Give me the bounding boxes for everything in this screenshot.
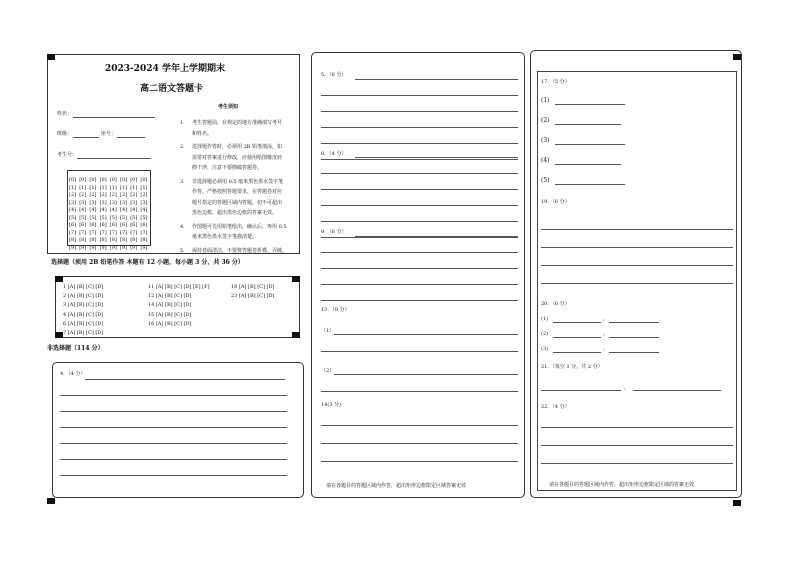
q22-label: 22．（4 分） [541, 404, 570, 410]
omr-bubble[interactable]: [1] [120, 184, 128, 191]
omr-bubble[interactable]: [2] [120, 192, 128, 198]
omr-bubble[interactable]: [7] [120, 229, 128, 236]
note-text: 选择题作答时，必须用 2B 铅笔填涂，如 [192, 144, 283, 150]
omr-bubble[interactable]: [3] [89, 199, 97, 206]
registration-mark [733, 54, 741, 60]
omr-bubble[interactable]: [6] [140, 222, 148, 228]
answer-line[interactable] [334, 374, 518, 375]
middle-panel [311, 52, 525, 498]
answer-line[interactable] [541, 247, 733, 248]
omr-bubble[interactable]: [5] [109, 214, 117, 221]
q20-comma: ， [603, 346, 609, 352]
answer-line[interactable] [60, 395, 287, 396]
choice-row[interactable]: 3 [A] [B] [C] [D] [63, 302, 104, 309]
answer-line[interactable] [355, 157, 518, 158]
answer-line[interactable] [541, 463, 733, 464]
answer-line[interactable] [60, 459, 287, 460]
omr-bubble[interactable]: [5] [79, 214, 87, 221]
answer-line[interactable] [553, 352, 601, 353]
omr-bubble[interactable]: [4] [109, 207, 117, 213]
answer-line[interactable] [355, 236, 518, 237]
omr-bubble[interactable]: [2] [89, 192, 97, 198]
q17-item-label: (5) [541, 177, 550, 184]
registration-mark [292, 276, 300, 282]
answer-line[interactable] [553, 337, 601, 338]
note-number: 5. [180, 247, 185, 254]
omr-bubble[interactable]: [1] [79, 184, 87, 191]
class-label: 班级： [57, 131, 73, 137]
notes-title: 考生须知 [218, 104, 239, 110]
omr-bubble[interactable]: [4] [89, 207, 97, 213]
omr-bubble[interactable]: [4] [69, 207, 77, 213]
omr-column[interactable] [69, 177, 76, 252]
answer-line[interactable] [321, 284, 518, 285]
omr-bubble[interactable]: [9] [120, 244, 128, 251]
name-field[interactable] [73, 117, 155, 118]
omr-bubble[interactable]: [9] [79, 244, 87, 251]
answer-line[interactable] [555, 164, 621, 165]
answer-line[interactable] [321, 237, 518, 238]
note-text: 保持卷面清洁，不要将答题卷折叠，弄破。 [192, 247, 288, 254]
omr-bubble[interactable]: [5] [130, 214, 138, 221]
omr-bubble[interactable]: [3] [79, 199, 87, 206]
answer-line[interactable] [541, 445, 733, 446]
answer-line[interactable] [321, 111, 518, 112]
omr-bubble[interactable]: [7] [69, 229, 77, 236]
answer-line[interactable] [555, 144, 625, 145]
q17-item-label: (2) [541, 117, 550, 124]
omr-bubble[interactable]: [2] [79, 192, 87, 198]
answer-line[interactable] [321, 443, 518, 444]
omr-bubble[interactable]: [1] [109, 184, 117, 191]
q20-item-label: (3) [541, 346, 549, 352]
omr-bubble[interactable]: [3] [140, 199, 148, 206]
q8-label: 8．（4 分） [321, 151, 347, 157]
omr-bubble[interactable]: [1] [130, 184, 138, 191]
answer-line[interactable] [553, 322, 601, 323]
q17-item-label: (1) [541, 97, 550, 104]
answer-line[interactable] [321, 205, 518, 206]
answer-line[interactable] [541, 265, 733, 266]
answer-line[interactable] [321, 461, 518, 462]
omr-bubble[interactable]: [2] [109, 192, 117, 198]
omr-bubble[interactable]: [4] [130, 207, 138, 213]
answer-line[interactable] [609, 352, 659, 353]
note-text: 作图题可先用铅笔绘出，确认后，再用 0.5 [192, 223, 287, 230]
choice-row[interactable]: 11 [A] [B] [C] [D] [E] [F] [148, 284, 210, 290]
nonchoice-section-title: 非选择题（114 分） [47, 345, 104, 352]
exam-number-label: 考生号： [57, 152, 78, 158]
right-panel [530, 50, 742, 498]
right-footer-note: 请在各题目的答题区域内作答，超出矩形边框限定区域的答案无效 [549, 482, 695, 488]
omr-bubble[interactable]: [3] [130, 199, 138, 206]
omr-bubble[interactable]: [7] [99, 229, 107, 236]
omr-bubble[interactable]: [3] [99, 199, 107, 206]
omr-column[interactable] [120, 177, 127, 252]
answer-line[interactable] [334, 334, 518, 335]
seat-label: 座号： [101, 131, 117, 137]
omr-bubble[interactable]: [6] [79, 222, 87, 228]
omr-bubble[interactable]: [3] [120, 199, 128, 206]
choice-row[interactable]: 7 [A] [B] [C] [D] [63, 330, 104, 336]
q13-item-1: （1） [321, 328, 335, 334]
answer-line[interactable] [609, 322, 659, 323]
omr-column[interactable] [79, 177, 86, 252]
omr-bubble[interactable]: [5] [99, 214, 107, 221]
omr-bubble[interactable]: [9] [140, 244, 148, 251]
answer-line[interactable] [321, 300, 518, 301]
omr-column[interactable] [130, 177, 137, 252]
q13-item-2: （2） [321, 368, 335, 374]
q19-label: 19．（6 分） [541, 199, 570, 205]
answer-line[interactable] [541, 390, 621, 391]
omr-bubble[interactable]: [6] [109, 222, 117, 228]
q20-comma: ， [603, 316, 609, 322]
answer-line[interactable] [321, 391, 518, 392]
answer-line[interactable] [321, 159, 518, 160]
omr-bubble[interactable]: [8] [120, 237, 128, 243]
omr-bubble[interactable]: [4] [79, 207, 87, 213]
q17-label: 17．（5 分） [541, 79, 570, 85]
answer-line[interactable] [60, 443, 287, 444]
note-text: 毫米黑色墨水签字笔描清楚。 [192, 234, 258, 240]
omr-bubble[interactable]: [8] [89, 237, 97, 243]
seat-field[interactable] [117, 137, 145, 138]
omr-bubble[interactable]: [8] [79, 237, 87, 243]
answer-line[interactable] [555, 124, 621, 125]
registration-mark [733, 500, 741, 506]
note-number: 3. [180, 178, 185, 185]
omr-bubble[interactable]: [3] [109, 199, 117, 206]
answer-line[interactable] [321, 189, 518, 190]
omr-bubble[interactable]: [2] [69, 192, 77, 198]
q20-label: 20．（6 分） [541, 301, 570, 307]
omr-bubble[interactable]: [1] [140, 184, 148, 191]
omr-bubble[interactable]: [9] [89, 244, 97, 251]
omr-bubble[interactable]: [2] [99, 192, 107, 198]
omr-bubble[interactable]: [8] [130, 237, 138, 243]
answer-line[interactable] [355, 79, 518, 80]
choice-row[interactable]: 23 [A] [B] [C] [D] [231, 293, 275, 300]
choice-row[interactable]: 1 [A] [B] [C] [D] [63, 284, 104, 290]
exam-number-grid[interactable] [67, 170, 151, 251]
answer-line[interactable] [321, 425, 518, 426]
exam-title: 2023-2024 学年上学期期末 [105, 64, 225, 74]
omr-bubble[interactable]: [7] [130, 229, 138, 236]
omr-bubble[interactable]: [0] [140, 177, 148, 183]
answer-line[interactable] [555, 104, 625, 105]
note-text: 考生答题前，在规定的地方准确填写考号 [192, 120, 283, 126]
note-number: 1. [180, 120, 185, 126]
note-text: 黑色边框，超出黑色边框的答案无效。 [192, 210, 278, 216]
answer-line[interactable] [321, 127, 518, 128]
registration-mark [55, 276, 63, 282]
omr-column[interactable] [100, 177, 107, 252]
note-text: 题号指定的答题区域内答题，切不可超出 [192, 199, 283, 206]
omr-bubble[interactable]: [4] [120, 207, 128, 213]
q20-item-label: (1) [541, 316, 549, 322]
answer-line[interactable] [85, 379, 285, 380]
choice-row[interactable]: 4 [A] [B] [C] [D] [63, 311, 104, 318]
omr-bubble[interactable]: [6] [99, 222, 107, 228]
omr-bubble[interactable]: [9] [99, 244, 107, 251]
omr-bubble[interactable]: [5] [140, 214, 148, 221]
registration-mark [47, 498, 55, 504]
omr-bubble[interactable]: [8] [140, 237, 148, 243]
choice-row[interactable]: 14 [A] [B] [C] [D] [148, 302, 192, 309]
choice-row[interactable]: 15 [A] [B] [C] [D] [148, 311, 192, 318]
answer-line[interactable] [609, 337, 659, 338]
answer-line[interactable] [321, 173, 518, 174]
omr-bubble[interactable]: [1] [69, 184, 77, 191]
omr-bubble[interactable]: [0] [79, 177, 87, 183]
q13-label: 13．（8 分） [321, 307, 350, 313]
note-text: 和姓名。 [192, 130, 213, 137]
note-text: 需要对答案进行修改，应使用绘图橡皮轻 [192, 154, 283, 161]
omr-bubble[interactable]: [9] [130, 244, 138, 251]
omr-bubble[interactable]: [8] [109, 237, 117, 243]
omr-bubble[interactable]: [0] [99, 177, 107, 183]
answer-line[interactable] [60, 475, 287, 476]
q5-label: 5．（6 分） [321, 72, 347, 78]
omr-bubble[interactable]: [7] [89, 229, 97, 236]
note-text: 非选择题必须用 0.5 毫米黑色墨水签字笔 [192, 178, 284, 185]
omr-bubble[interactable]: [2] [140, 192, 148, 198]
answer-line[interactable] [321, 268, 518, 269]
registration-mark [55, 332, 63, 338]
answer-line[interactable] [321, 221, 518, 222]
omr-bubble[interactable]: [5] [89, 214, 97, 221]
omr-bubble[interactable]: [5] [120, 214, 128, 221]
choice-section-title: 选择题（须用 2B 铅笔作答 本题有 12 小题，每小题 3 分，共 36 分） [51, 259, 244, 266]
class-field[interactable] [73, 137, 99, 138]
omr-bubble[interactable]: [5] [69, 214, 77, 221]
omr-bubble[interactable]: [6] [69, 222, 77, 228]
answer-line[interactable] [321, 95, 518, 96]
q14-label: 14(3 分) [321, 402, 342, 408]
omr-bubble[interactable]: [3] [69, 199, 77, 206]
answer-line[interactable] [60, 427, 287, 428]
omr-bubble[interactable]: [1] [89, 184, 97, 191]
omr-bubble[interactable]: [0] [89, 177, 97, 183]
note-text: 作答。严格按照答题要求，在答题卷对应 [192, 189, 283, 195]
omr-bubble[interactable]: [1] [99, 184, 107, 191]
q17-item-label: (4) [541, 157, 550, 164]
omr-bubble[interactable]: [8] [99, 237, 107, 243]
omr-bubble[interactable]: [6] [130, 222, 138, 228]
omr-bubble[interactable]: [0] [109, 177, 117, 183]
omr-bubble[interactable]: [4] [140, 207, 148, 213]
answer-line[interactable] [555, 184, 625, 185]
omr-column[interactable] [110, 177, 117, 252]
omr-bubble[interactable]: [7] [140, 229, 148, 236]
q20-item-label: (2) [541, 331, 549, 337]
note-number: 4. [180, 223, 185, 230]
answer-line[interactable] [541, 283, 733, 284]
answer-line[interactable] [633, 390, 721, 391]
omr-bubble[interactable]: [0] [130, 177, 138, 183]
answer-line[interactable] [541, 427, 733, 428]
choice-row[interactable]: 2 [A] [B] [C] [D] [63, 293, 104, 300]
omr-bubble[interactable]: [6] [120, 222, 128, 228]
exam-number-field[interactable] [77, 158, 151, 159]
q20-comma: ， [603, 331, 609, 337]
right-inner-frame [537, 71, 737, 491]
omr-bubble[interactable]: [4] [99, 207, 107, 213]
answer-line[interactable] [321, 143, 518, 144]
omr-bubble[interactable]: [7] [79, 229, 87, 236]
omr-bubble[interactable]: [0] [69, 177, 77, 183]
registration-mark [47, 54, 55, 60]
answer-line[interactable] [60, 411, 287, 412]
omr-bubble[interactable]: [7] [109, 229, 117, 236]
omr-bubble[interactable]: [2] [130, 192, 138, 198]
card-title: 高二语文答题卡 [140, 84, 204, 94]
middle-footer-note: 请在各题目的答题区域内作答，超出矩形边框限定区域答案无效 [326, 483, 467, 489]
omr-column[interactable] [140, 177, 147, 252]
answer-line[interactable] [321, 252, 518, 253]
q4-answer-box[interactable] [52, 362, 304, 498]
answer-line[interactable] [321, 351, 518, 352]
answer-line[interactable] [541, 229, 733, 230]
choice-row[interactable]: 18 [A] [B] [C] [D] [231, 284, 275, 290]
omr-bubble[interactable]: [9] [109, 244, 117, 251]
omr-bubble[interactable]: [6] [89, 222, 97, 228]
q17-item-label: (3) [541, 137, 550, 144]
omr-bubble[interactable]: [8] [69, 237, 77, 243]
omr-bubble[interactable]: [0] [120, 177, 128, 183]
q4-label: 4．（4 分） [60, 371, 86, 377]
q21-label: 21．（每空 1 分，共 2 分） [541, 364, 603, 370]
omr-bubble[interactable]: [9] [69, 244, 77, 251]
choice-row[interactable]: 6 [A] [B] [C] [D] [63, 320, 104, 327]
choice-row[interactable]: 16 [A] [B] [C] [D] [148, 320, 192, 327]
q9-label: 9．（6 分） [321, 229, 347, 235]
note-number: 2. [180, 144, 185, 150]
choice-row[interactable]: 12 [A] [B] [C] [D] [148, 293, 192, 300]
omr-column[interactable] [89, 177, 96, 252]
name-label: 姓名： [57, 111, 73, 117]
q21-comma: ， [624, 385, 630, 391]
note-text: 擦干净，注意不要擦破答题卷。 [192, 165, 263, 171]
registration-mark [292, 332, 300, 338]
